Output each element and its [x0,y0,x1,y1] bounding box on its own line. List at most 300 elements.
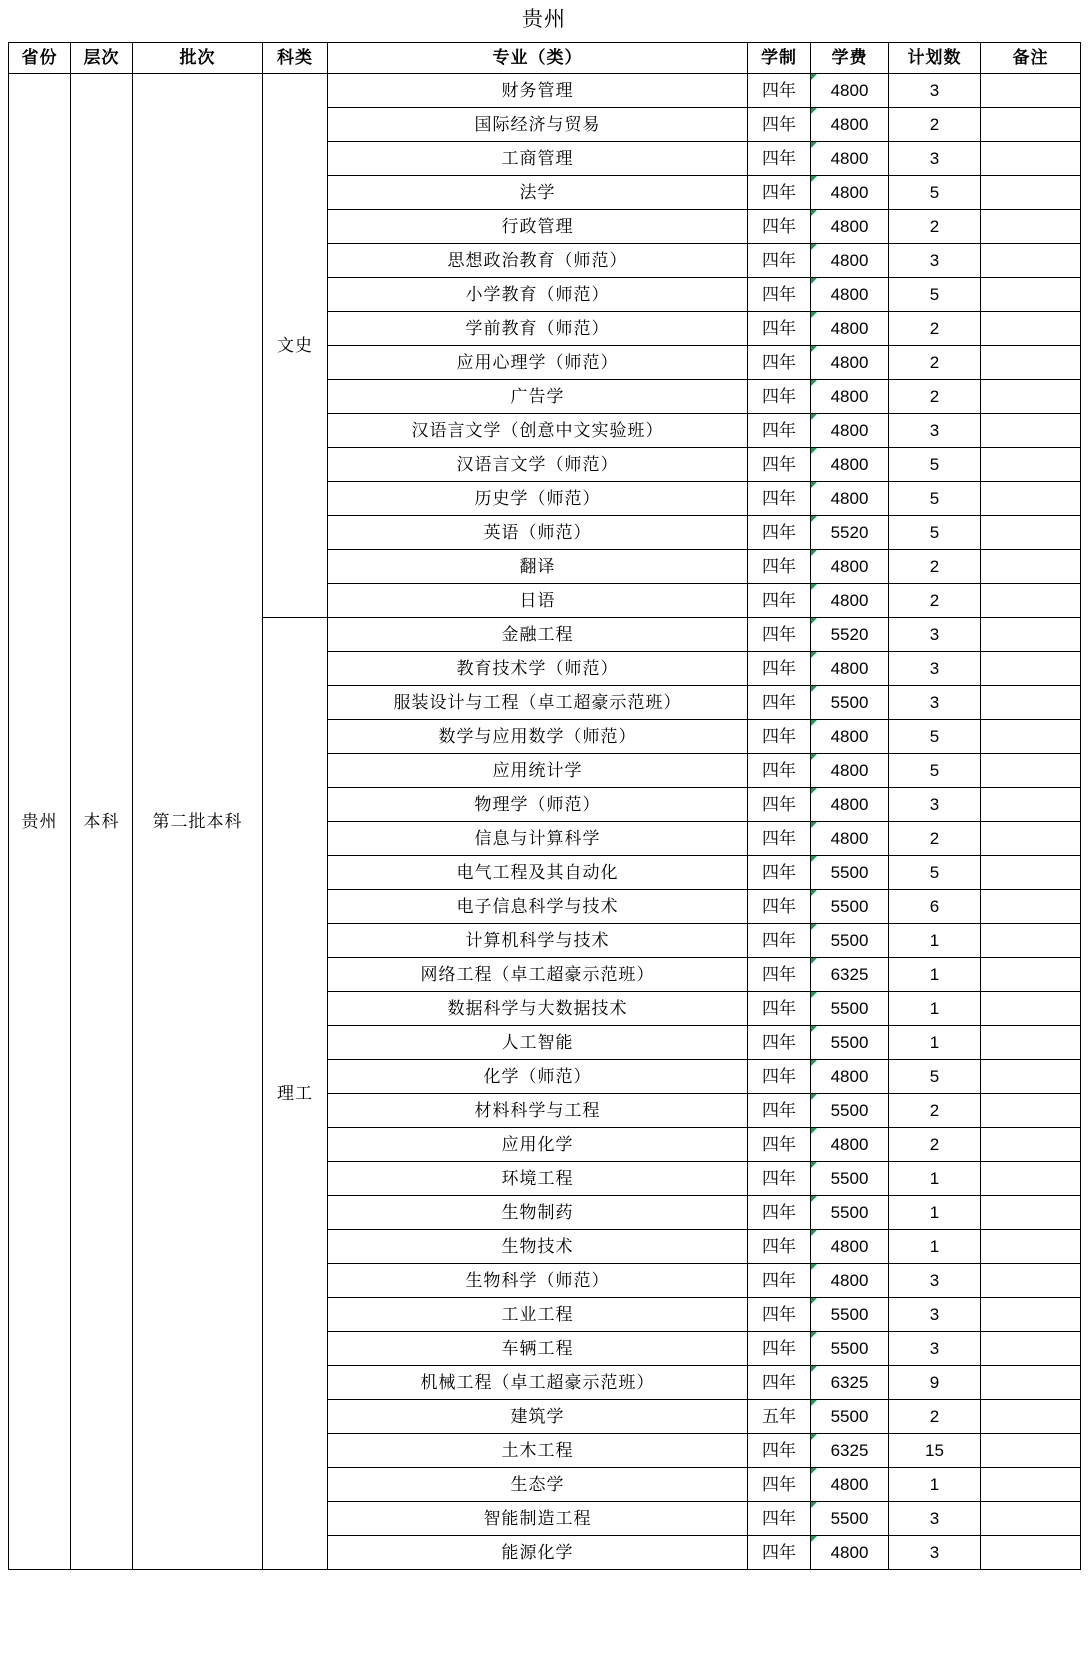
cell-plan: 3 [889,74,981,108]
cell-fee-value: 5500 [830,1304,869,1324]
cell-major: 应用化学 [328,1128,748,1162]
cell-major: 应用心理学（师范） [328,346,748,380]
cell-fee-value: 4800 [830,352,869,372]
cell-note [981,584,1081,618]
cell-category: 文史 [263,74,328,618]
cell-fee-value: 5500 [830,1508,869,1528]
cell-fee-value: 4800 [830,1474,869,1494]
cell-fee [811,822,889,856]
cell-major: 生物科学（师范） [328,1264,748,1298]
cell-note [981,278,1081,312]
cell-note [981,1128,1081,1162]
cell-fee [811,244,889,278]
cell-years: 四年 [748,584,811,618]
cell-years: 四年 [748,1536,811,1570]
cell-fee [811,1026,889,1060]
cell-comment-marker-icon [811,176,817,182]
cell-comment-marker-icon [811,1536,817,1542]
cell-years: 四年 [748,414,811,448]
cell-note [981,1026,1081,1060]
cell-major: 国际经济与贸易 [328,108,748,142]
cell-comment-marker-icon [811,1162,817,1168]
cell-fee-value: 4800 [830,284,869,304]
cell-major: 工商管理 [328,142,748,176]
cell-fee [811,1366,889,1400]
cell-years: 四年 [748,380,811,414]
cell-note [981,1264,1081,1298]
cell-years: 四年 [748,1094,811,1128]
cell-comment-marker-icon [811,380,817,386]
cell-fee [811,992,889,1026]
cell-fee [811,448,889,482]
cell-plan: 3 [889,618,981,652]
cell-fee [811,278,889,312]
cell-fee-value: 4800 [830,148,869,168]
cell-fee [811,788,889,822]
cell-comment-marker-icon [811,1196,817,1202]
cell-comment-marker-icon [811,1094,817,1100]
cell-fee-value: 5500 [830,862,869,882]
cell-comment-marker-icon [811,1264,817,1270]
cell-fee-value: 5500 [830,1406,869,1426]
cell-fee [811,346,889,380]
cell-years: 四年 [748,1060,811,1094]
cell-major: 历史学（师范） [328,482,748,516]
column-header-category: 科类 [263,43,328,74]
cell-comment-marker-icon [811,142,817,148]
cell-note [981,890,1081,924]
cell-level: 本科 [71,74,133,1570]
cell-plan: 3 [889,1264,981,1298]
cell-fee [811,74,889,108]
cell-fee [811,482,889,516]
cell-plan: 1 [889,1162,981,1196]
cell-note [981,924,1081,958]
cell-plan: 2 [889,346,981,380]
cell-years: 四年 [748,74,811,108]
cell-fee-value: 4800 [830,386,869,406]
cell-fee [811,652,889,686]
table-header-row [9,43,1081,74]
cell-plan: 3 [889,686,981,720]
cell-comment-marker-icon [811,720,817,726]
cell-note [981,380,1081,414]
cell-comment-marker-icon [811,1434,817,1440]
cell-fee-value: 4800 [830,318,869,338]
cell-comment-marker-icon [811,312,817,318]
cell-plan: 6 [889,890,981,924]
cell-years: 四年 [748,618,811,652]
cell-note [981,516,1081,550]
cell-fee-value: 4800 [830,250,869,270]
cell-fee-value: 4800 [830,590,869,610]
cell-major: 能源化学 [328,1536,748,1570]
cell-fee [811,1332,889,1366]
cell-years: 四年 [748,992,811,1026]
cell-fee [811,584,889,618]
cell-note [981,346,1081,380]
cell-comment-marker-icon [811,278,817,284]
cell-plan: 5 [889,482,981,516]
cell-fee-value: 4800 [830,1270,869,1290]
cell-fee-value: 4800 [830,658,869,678]
cell-years: 四年 [748,516,811,550]
cell-fee [811,210,889,244]
cell-years: 四年 [748,890,811,924]
cell-note [981,1366,1081,1400]
cell-major: 计算机科学与技术 [328,924,748,958]
cell-major: 汉语言文学（创意中文实验班） [328,414,748,448]
cell-fee [811,1162,889,1196]
cell-comment-marker-icon [811,448,817,454]
cell-plan: 3 [889,788,981,822]
cell-note [981,1162,1081,1196]
cell-plan: 1 [889,1230,981,1264]
cell-years: 四年 [748,1196,811,1230]
cell-comment-marker-icon [811,516,817,522]
cell-years: 四年 [748,448,811,482]
cell-plan: 3 [889,1536,981,1570]
cell-major: 数学与应用数学（师范） [328,720,748,754]
cell-years: 四年 [748,108,811,142]
cell-plan: 2 [889,108,981,142]
cell-fee [811,1230,889,1264]
cell-fee-value: 5520 [830,624,869,644]
table-body [9,74,1081,1570]
cell-plan: 5 [889,448,981,482]
cell-comment-marker-icon [811,346,817,352]
cell-years: 四年 [748,346,811,380]
cell-years: 四年 [748,1298,811,1332]
cell-comment-marker-icon [811,890,817,896]
cell-note [981,1094,1081,1128]
cell-plan: 1 [889,992,981,1026]
cell-comment-marker-icon [811,1400,817,1406]
cell-fee [811,176,889,210]
cell-fee-value: 4800 [830,794,869,814]
cell-major: 汉语言文学（师范） [328,448,748,482]
cell-major: 智能制造工程 [328,1502,748,1536]
cell-years: 四年 [748,1230,811,1264]
cell-fee-value: 5500 [830,1100,869,1120]
cell-major: 物理学（师范） [328,788,748,822]
cell-years: 四年 [748,652,811,686]
cell-fee-value: 5500 [830,692,869,712]
cell-plan: 2 [889,312,981,346]
cell-note [981,754,1081,788]
cell-note [981,74,1081,108]
cell-note [981,1230,1081,1264]
cell-years: 四年 [748,1468,811,1502]
column-header-major: 专业（类） [328,43,748,74]
cell-plan: 1 [889,958,981,992]
cell-fee [811,1502,889,1536]
cell-note [981,1196,1081,1230]
cell-years: 四年 [748,210,811,244]
cell-note [981,448,1081,482]
cell-fee [811,380,889,414]
cell-fee-value: 4800 [830,760,869,780]
cell-years: 四年 [748,958,811,992]
cell-years: 四年 [748,788,811,822]
cell-comment-marker-icon [811,822,817,828]
cell-province: 贵州 [9,74,71,1570]
cell-fee [811,108,889,142]
cell-years: 四年 [748,176,811,210]
cell-fee-value: 4800 [830,216,869,236]
cell-fee-value: 6325 [830,1372,869,1392]
cell-years: 四年 [748,1332,811,1366]
table-row [9,74,1081,108]
cell-plan: 5 [889,278,981,312]
cell-years: 四年 [748,142,811,176]
column-header-province: 省份 [9,43,71,74]
cell-comment-marker-icon [811,244,817,250]
cell-fee [811,856,889,890]
cell-fee [811,1060,889,1094]
cell-plan: 5 [889,516,981,550]
column-header-fee: 学费 [811,43,889,74]
cell-major: 英语（师范） [328,516,748,550]
cell-comment-marker-icon [811,482,817,488]
cell-note [981,482,1081,516]
cell-fee-value: 4800 [830,420,869,440]
column-header-batch: 批次 [133,43,263,74]
cell-fee-value: 6325 [830,964,869,984]
cell-note [981,1536,1081,1570]
cell-fee [811,618,889,652]
cell-major: 数据科学与大数据技术 [328,992,748,1026]
cell-plan: 2 [889,210,981,244]
cell-fee [811,550,889,584]
cell-major: 生物制药 [328,1196,748,1230]
cell-years: 四年 [748,822,811,856]
cell-major: 网络工程（卓工超豪示范班） [328,958,748,992]
cell-major: 金融工程 [328,618,748,652]
cell-plan: 2 [889,1400,981,1434]
cell-plan: 3 [889,1332,981,1366]
cell-note [981,788,1081,822]
cell-comment-marker-icon [811,1468,817,1474]
cell-comment-marker-icon [811,1128,817,1134]
cell-major: 人工智能 [328,1026,748,1060]
cell-fee [811,1400,889,1434]
cell-note [981,1332,1081,1366]
cell-plan: 2 [889,1128,981,1162]
cell-comment-marker-icon [811,584,817,590]
cell-plan: 15 [889,1434,981,1468]
cell-plan: 1 [889,924,981,958]
cell-plan: 1 [889,1026,981,1060]
cell-major: 生态学 [328,1468,748,1502]
cell-note [981,244,1081,278]
cell-years: 四年 [748,278,811,312]
cell-fee-value: 5500 [830,1202,869,1222]
cell-fee [811,312,889,346]
cell-years: 四年 [748,482,811,516]
cell-note [981,550,1081,584]
cell-major: 土木工程 [328,1434,748,1468]
cell-years: 四年 [748,1366,811,1400]
cell-major: 法学 [328,176,748,210]
cell-note [981,992,1081,1026]
cell-fee-value: 4800 [830,1066,869,1086]
column-header-plan: 计划数 [889,43,981,74]
cell-note [981,414,1081,448]
cell-comment-marker-icon [811,1026,817,1032]
cell-fee [811,720,889,754]
table-header [9,43,1081,74]
cell-note [981,1060,1081,1094]
cell-note [981,720,1081,754]
column-header-level: 层次 [71,43,133,74]
cell-major: 财务管理 [328,74,748,108]
cell-fee-value: 5500 [830,1338,869,1358]
cell-years: 四年 [748,1434,811,1468]
cell-major: 工业工程 [328,1298,748,1332]
cell-comment-marker-icon [811,1060,817,1066]
cell-fee-value: 5520 [830,522,869,542]
cell-plan: 3 [889,244,981,278]
cell-note [981,1298,1081,1332]
cell-fee-value: 4800 [830,828,869,848]
cell-major: 日语 [328,584,748,618]
cell-years: 四年 [748,720,811,754]
cell-plan: 1 [889,1196,981,1230]
cell-note [981,618,1081,652]
cell-major: 思想政治教育（师范） [328,244,748,278]
cell-major: 机械工程（卓工超豪示范班） [328,1366,748,1400]
cell-comment-marker-icon [811,414,817,420]
cell-fee [811,516,889,550]
cell-fee-value: 4800 [830,1236,869,1256]
cell-plan: 5 [889,754,981,788]
cell-fee [811,142,889,176]
cell-comment-marker-icon [811,788,817,794]
cell-plan: 3 [889,652,981,686]
cell-years: 四年 [748,754,811,788]
cell-major: 教育技术学（师范） [328,652,748,686]
cell-major: 电子信息科学与技术 [328,890,748,924]
cell-fee-value: 4800 [830,1542,869,1562]
cell-note [981,108,1081,142]
cell-plan: 9 [889,1366,981,1400]
admission-plan-table [8,42,1081,1570]
cell-comment-marker-icon [811,1366,817,1372]
cell-fee [811,1298,889,1332]
cell-fee-value: 4800 [830,488,869,508]
cell-plan: 2 [889,380,981,414]
cell-plan: 5 [889,1060,981,1094]
cell-fee-value: 5500 [830,1032,869,1052]
cell-comment-marker-icon [811,1230,817,1236]
cell-comment-marker-icon [811,924,817,930]
cell-years: 四年 [748,312,811,346]
cell-plan: 1 [889,1468,981,1502]
cell-comment-marker-icon [811,686,817,692]
cell-years: 四年 [748,1128,811,1162]
cell-major: 建筑学 [328,1400,748,1434]
cell-note [981,1468,1081,1502]
cell-note [981,958,1081,992]
cell-fee-value: 4800 [830,182,869,202]
cell-plan: 3 [889,142,981,176]
cell-fee-value: 6325 [830,1440,869,1460]
cell-comment-marker-icon [811,652,817,658]
cell-plan: 5 [889,720,981,754]
cell-plan: 3 [889,414,981,448]
cell-note [981,686,1081,720]
cell-major: 生物技术 [328,1230,748,1264]
cell-years: 四年 [748,686,811,720]
cell-major: 应用统计学 [328,754,748,788]
cell-fee [811,924,889,958]
cell-fee [811,1536,889,1570]
column-header-years: 学制 [748,43,811,74]
cell-batch: 第二批本科 [133,74,263,1570]
cell-major: 小学教育（师范） [328,278,748,312]
cell-comment-marker-icon [811,74,817,80]
cell-comment-marker-icon [811,618,817,624]
column-header-note: 备注 [981,43,1081,74]
cell-comment-marker-icon [811,754,817,760]
cell-note [981,1400,1081,1434]
cell-years: 五年 [748,1400,811,1434]
cell-plan: 3 [889,1298,981,1332]
cell-fee [811,958,889,992]
cell-years: 四年 [748,244,811,278]
cell-fee-value: 5500 [830,998,869,1018]
cell-fee [811,414,889,448]
cell-plan: 2 [889,584,981,618]
cell-major: 信息与计算科学 [328,822,748,856]
cell-comment-marker-icon [811,210,817,216]
cell-major: 材料科学与工程 [328,1094,748,1128]
cell-note [981,312,1081,346]
cell-plan: 5 [889,176,981,210]
cell-years: 四年 [748,550,811,584]
cell-note [981,176,1081,210]
cell-fee [811,754,889,788]
cell-fee-value: 4800 [830,556,869,576]
cell-major: 翻译 [328,550,748,584]
page-title: 贵州 [522,8,566,31]
cell-comment-marker-icon [811,958,817,964]
cell-years: 四年 [748,1502,811,1536]
cell-note [981,856,1081,890]
cell-fee-value: 4800 [830,114,869,134]
cell-plan: 2 [889,1094,981,1128]
cell-comment-marker-icon [811,992,817,998]
cell-years: 四年 [748,1026,811,1060]
cell-comment-marker-icon [811,1502,817,1508]
cell-note [981,210,1081,244]
cell-plan: 2 [889,822,981,856]
cell-years: 四年 [748,856,811,890]
cell-fee-value: 5500 [830,1168,869,1188]
cell-years: 四年 [748,1162,811,1196]
cell-fee [811,890,889,924]
cell-fee-value: 5500 [830,896,869,916]
cell-fee [811,1264,889,1298]
cell-major: 环境工程 [328,1162,748,1196]
cell-fee-value: 5500 [830,930,869,950]
cell-years: 四年 [748,1264,811,1298]
cell-major: 电气工程及其自动化 [328,856,748,890]
cell-major: 学前教育（师范） [328,312,748,346]
cell-plan: 5 [889,856,981,890]
cell-note [981,1434,1081,1468]
